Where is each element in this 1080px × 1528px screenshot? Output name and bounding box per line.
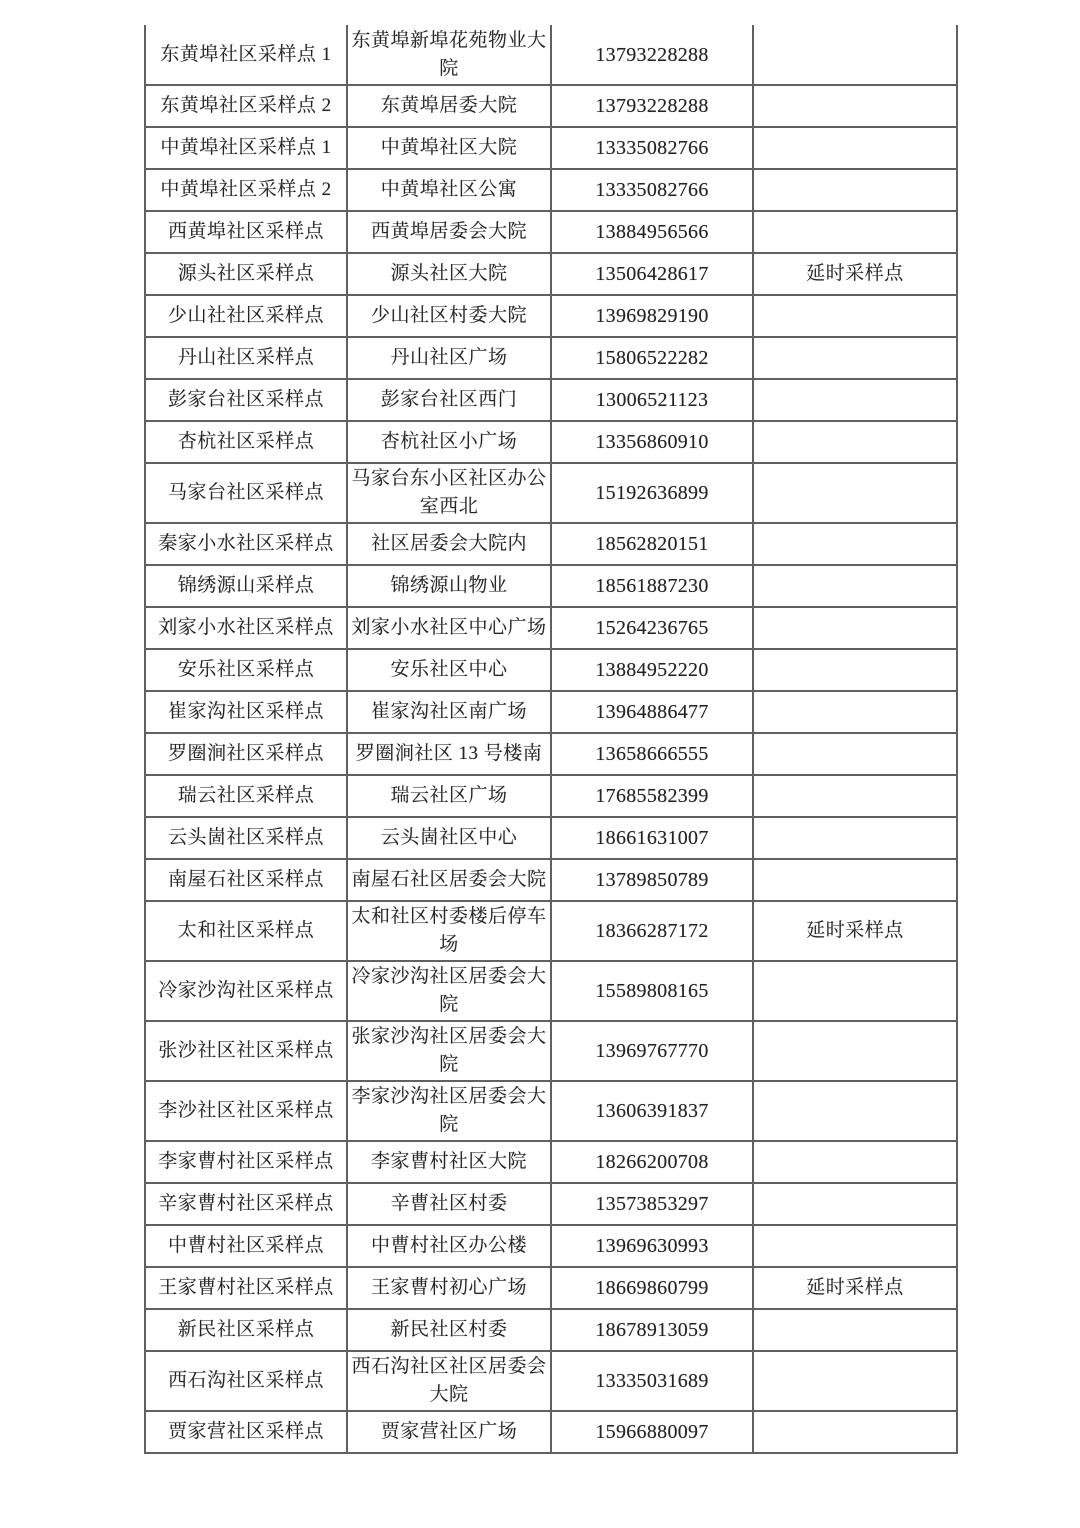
note-cell <box>753 25 957 85</box>
table-row <box>145 1021 957 1081</box>
note-cell: 延时采样点 <box>753 1267 957 1309</box>
phone-number-cell: 13964886477 <box>551 691 753 733</box>
note-cell <box>753 1081 957 1141</box>
site-name-cell: 太和社区采样点 <box>145 901 347 961</box>
note-cell <box>753 565 957 607</box>
location-cell: 中黄埠社区大院 <box>347 127 551 169</box>
table-row <box>145 859 957 901</box>
phone-number-cell: 13884952220 <box>551 649 753 691</box>
table-row <box>145 421 957 463</box>
phone-number-cell: 13793228288 <box>551 85 753 127</box>
location-cell: 新民社区村委 <box>347 1309 551 1351</box>
phone-number-cell: 13884956566 <box>551 211 753 253</box>
phone-number-cell: 18661631007 <box>551 817 753 859</box>
phone-number-cell: 18562820151 <box>551 523 753 565</box>
site-name-cell: 源头社区采样点 <box>145 253 347 295</box>
note-cell <box>753 169 957 211</box>
note-cell <box>753 817 957 859</box>
site-name-cell: 王家曹村社区采样点 <box>145 1267 347 1309</box>
table-row <box>145 649 957 691</box>
phone-number-cell: 13006521123 <box>551 379 753 421</box>
phone-number-cell: 13969767770 <box>551 1021 753 1081</box>
phone-number-cell: 13606391837 <box>551 1081 753 1141</box>
note-cell <box>753 607 957 649</box>
site-name-cell: 南屋石社区采样点 <box>145 859 347 901</box>
site-name-cell: 中曹村社区采样点 <box>145 1225 347 1267</box>
table-row <box>145 1351 957 1411</box>
site-name-cell: 西石沟社区采样点 <box>145 1351 347 1411</box>
note-cell <box>753 523 957 565</box>
table-row <box>145 1141 957 1183</box>
location-cell: 李家曹村社区大院 <box>347 1141 551 1183</box>
note-cell: 延时采样点 <box>753 901 957 961</box>
table-row <box>145 1267 957 1309</box>
location-cell: 云头崮社区中心 <box>347 817 551 859</box>
location-cell: 东黄埠新埠花苑物业大院 <box>347 25 551 85</box>
table-row <box>145 733 957 775</box>
table-row <box>145 775 957 817</box>
location-cell: 安乐社区中心 <box>347 649 551 691</box>
note-cell <box>753 1411 957 1453</box>
table-row <box>145 379 957 421</box>
note-cell <box>753 1141 957 1183</box>
phone-number-cell: 18561887230 <box>551 565 753 607</box>
location-cell: 社区居委会大院内 <box>347 523 551 565</box>
location-cell: 中曹村社区办公楼 <box>347 1225 551 1267</box>
site-name-cell: 罗圈涧社区采样点 <box>145 733 347 775</box>
site-name-cell: 中黄埠社区采样点 1 <box>145 127 347 169</box>
table-row <box>145 295 957 337</box>
location-cell: 太和社区村委楼后停车场 <box>347 901 551 961</box>
location-cell: 马家台东小区社区办公室西北 <box>347 463 551 523</box>
phone-number-cell: 13793228288 <box>551 25 753 85</box>
table-row <box>145 25 957 85</box>
site-name-cell: 中黄埠社区采样点 2 <box>145 169 347 211</box>
note-cell <box>753 733 957 775</box>
note-cell <box>753 1309 957 1351</box>
location-cell: 南屋石社区居委会大院 <box>347 859 551 901</box>
phone-number-cell: 18266200708 <box>551 1141 753 1183</box>
site-name-cell: 东黄埠社区采样点 1 <box>145 25 347 85</box>
phone-number-cell: 13335082766 <box>551 169 753 211</box>
phone-number-cell: 13969829190 <box>551 295 753 337</box>
location-cell: 瑞云社区广场 <box>347 775 551 817</box>
location-cell: 西石沟社区社区居委会大院 <box>347 1351 551 1411</box>
table-row <box>145 607 957 649</box>
location-cell: 源头社区大院 <box>347 253 551 295</box>
phone-number-cell: 13356860910 <box>551 421 753 463</box>
note-cell <box>753 211 957 253</box>
location-cell: 李家沙沟社区居委会大院 <box>347 1081 551 1141</box>
site-name-cell: 李家曹村社区采样点 <box>145 1141 347 1183</box>
note-cell <box>753 379 957 421</box>
location-cell: 贾家营社区广场 <box>347 1411 551 1453</box>
location-cell: 罗圈涧社区 13 号楼南 <box>347 733 551 775</box>
location-cell: 锦绣源山物业 <box>347 565 551 607</box>
table-row <box>145 1309 957 1351</box>
note-cell <box>753 1021 957 1081</box>
table-row <box>145 1225 957 1267</box>
location-cell: 杏杭社区小广场 <box>347 421 551 463</box>
table-row <box>145 1411 957 1453</box>
sampling-points-table <box>144 25 958 1454</box>
phone-number-cell: 17685582399 <box>551 775 753 817</box>
note-cell <box>753 961 957 1021</box>
site-name-cell: 安乐社区采样点 <box>145 649 347 691</box>
phone-number-cell: 15589808165 <box>551 961 753 1021</box>
site-name-cell: 崔家沟社区采样点 <box>145 691 347 733</box>
table-row <box>145 901 957 961</box>
table-row <box>145 817 957 859</box>
location-cell: 丹山社区广场 <box>347 337 551 379</box>
table-row <box>145 1183 957 1225</box>
location-cell: 少山社区村委大院 <box>347 295 551 337</box>
location-cell: 张家沙沟社区居委会大院 <box>347 1021 551 1081</box>
note-cell <box>753 127 957 169</box>
note-cell <box>753 1183 957 1225</box>
phone-number-cell: 15192636899 <box>551 463 753 523</box>
phone-number-cell: 13573853297 <box>551 1183 753 1225</box>
location-cell: 东黄埠居委大院 <box>347 85 551 127</box>
site-name-cell: 秦家小水社区采样点 <box>145 523 347 565</box>
site-name-cell: 瑞云社区采样点 <box>145 775 347 817</box>
table-row <box>145 253 957 295</box>
site-name-cell: 张沙社区社区采样点 <box>145 1021 347 1081</box>
location-cell: 辛曹社区村委 <box>347 1183 551 1225</box>
location-cell: 冷家沙沟社区居委会大院 <box>347 961 551 1021</box>
phone-number-cell: 13969630993 <box>551 1225 753 1267</box>
table-row <box>145 337 957 379</box>
site-name-cell: 彭家台社区采样点 <box>145 379 347 421</box>
site-name-cell: 辛家曹村社区采样点 <box>145 1183 347 1225</box>
location-cell: 王家曹村初心广场 <box>347 1267 551 1309</box>
note-cell: 延时采样点 <box>753 253 957 295</box>
note-cell <box>753 859 957 901</box>
phone-number-cell: 15966880097 <box>551 1411 753 1453</box>
site-name-cell: 锦绣源山采样点 <box>145 565 347 607</box>
site-name-cell: 西黄埠社区采样点 <box>145 211 347 253</box>
table-row <box>145 463 957 523</box>
table-row <box>145 1081 957 1141</box>
table-row <box>145 85 957 127</box>
phone-number-cell: 13658666555 <box>551 733 753 775</box>
table-row <box>145 961 957 1021</box>
phone-number-cell: 15806522282 <box>551 337 753 379</box>
location-cell: 崔家沟社区南广场 <box>347 691 551 733</box>
table-row <box>145 523 957 565</box>
table-row <box>145 691 957 733</box>
site-name-cell: 贾家营社区采样点 <box>145 1411 347 1453</box>
site-name-cell: 刘家小水社区采样点 <box>145 607 347 649</box>
site-name-cell: 李沙社区社区采样点 <box>145 1081 347 1141</box>
table-row <box>145 169 957 211</box>
note-cell <box>753 1351 957 1411</box>
phone-number-cell: 13789850789 <box>551 859 753 901</box>
table-row <box>145 211 957 253</box>
table-row <box>145 127 957 169</box>
phone-number-cell: 13335082766 <box>551 127 753 169</box>
phone-number-cell: 18669860799 <box>551 1267 753 1309</box>
phone-number-cell: 18678913059 <box>551 1309 753 1351</box>
phone-number-cell: 15264236765 <box>551 607 753 649</box>
site-name-cell: 东黄埠社区采样点 2 <box>145 85 347 127</box>
note-cell <box>753 649 957 691</box>
site-name-cell: 新民社区采样点 <box>145 1309 347 1351</box>
location-cell: 刘家小水社区中心广场 <box>347 607 551 649</box>
site-name-cell: 冷家沙沟社区采样点 <box>145 961 347 1021</box>
phone-number-cell: 18366287172 <box>551 901 753 961</box>
site-name-cell: 杏杭社区采样点 <box>145 421 347 463</box>
location-cell: 西黄埠居委会大院 <box>347 211 551 253</box>
note-cell <box>753 1225 957 1267</box>
note-cell <box>753 85 957 127</box>
site-name-cell: 丹山社区采样点 <box>145 337 347 379</box>
site-name-cell: 少山社社区采样点 <box>145 295 347 337</box>
note-cell <box>753 463 957 523</box>
note-cell <box>753 337 957 379</box>
note-cell <box>753 775 957 817</box>
site-name-cell: 云头崮社区采样点 <box>145 817 347 859</box>
note-cell <box>753 421 957 463</box>
location-cell: 中黄埠社区公寓 <box>347 169 551 211</box>
note-cell <box>753 295 957 337</box>
note-cell <box>753 691 957 733</box>
phone-number-cell: 13335031689 <box>551 1351 753 1411</box>
site-name-cell: 马家台社区采样点 <box>145 463 347 523</box>
table-row <box>145 565 957 607</box>
sampling-points-table-body <box>145 25 957 1453</box>
location-cell: 彭家台社区西门 <box>347 379 551 421</box>
phone-number-cell: 13506428617 <box>551 253 753 295</box>
